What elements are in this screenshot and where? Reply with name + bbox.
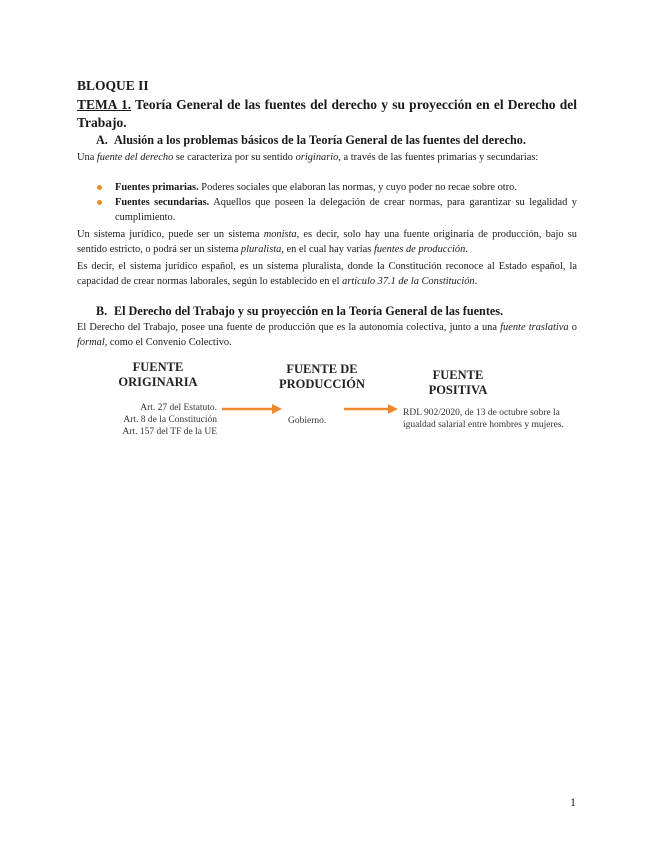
italic-run: formal xyxy=(77,337,105,348)
list-item-text: Poderes sociales que elaboran las normas, y cuyo poder no recae sobre otro. xyxy=(198,182,517,193)
page-number: 1 xyxy=(570,795,576,809)
diagram-item: Art. 27 del Estatuto. xyxy=(140,403,217,413)
topic-heading xyxy=(77,96,577,132)
paragraph-sistema-juridico xyxy=(77,227,577,257)
diagram-item: Art. 157 del TF de la UE xyxy=(122,427,217,437)
text-run: se caracteriza por su sentido xyxy=(173,152,296,163)
bullet-icon xyxy=(97,185,102,190)
bullet-icon xyxy=(97,200,102,205)
text-run: Es decir, el sistema jurídico español, es un sistema pluralista, donde la Constitución reconoce al Estado español, la capacidad de crear normas laborales, según lo establecido en el xyxy=(77,261,577,287)
list-item-text: Aquellos que poseen la delegación de crear normas, para garantizar su legalidad y cumplimiento. xyxy=(115,197,578,223)
section-a-heading xyxy=(96,133,526,148)
text-run: Un sistema jurídico, puede ser un sistema xyxy=(77,229,264,240)
text-run: o xyxy=(568,322,578,333)
text-run: El Derecho del Trabajo, posee una fuente de producción que es la autonomía colectiva, junto a una xyxy=(77,322,501,333)
section-b-letter: B. xyxy=(96,304,108,318)
list-item-fuentes-secundarias xyxy=(115,195,577,225)
arrow-right-icon xyxy=(220,402,285,416)
topic-number: TEMA 1. xyxy=(77,97,132,112)
italic-run: fuente del derecho xyxy=(96,152,174,163)
section-a-letter: A. xyxy=(96,133,108,147)
paragraph-fuente-derecho xyxy=(77,150,577,165)
italic-run: pluralista xyxy=(240,244,282,255)
diagram-title-fuente-originaria: FUENTE ORIGINARIA xyxy=(118,360,198,389)
list-item-term: Fuentes secundarias. xyxy=(115,197,210,208)
text-run: , es decir, solo hay una fuente originaria de producción, bajo su sentido estricto, o podrá ser un sistema xyxy=(77,229,577,255)
diagram-title-fuente-produccion: FUENTE DE PRODUCCIÓN xyxy=(278,362,366,391)
diagram-item: RDL 902/2020, de 13 de octubre sobre la xyxy=(403,408,560,418)
block-heading: BLOQUE II xyxy=(77,78,149,93)
paragraph-derecho-trabajo xyxy=(77,320,577,350)
diagram-list-fuente-positiva xyxy=(403,407,583,431)
text-run: Una xyxy=(77,152,97,163)
text-run: . xyxy=(465,244,468,255)
topic-title: Teoría General de las fuentes del derecho y su proyección en el Derecho del Trabajo. xyxy=(77,97,577,130)
section-a-title: Alusión a los problemas básicos de la Teoría General de las fuentes del derecho. xyxy=(114,133,526,147)
diagram-item: igualdad salarial entre hombres y mujeres. xyxy=(403,420,564,430)
text-run: . xyxy=(474,276,478,287)
diagram-item: Art. 8 de la Constitución xyxy=(123,415,217,425)
text-run: , como el Convenio Colectivo. xyxy=(104,337,232,348)
diagram-list-fuente-originaria xyxy=(102,402,217,438)
italic-run: fuentes de producción xyxy=(373,244,466,255)
section-b-heading xyxy=(96,304,503,319)
arrow-right-icon xyxy=(342,402,402,416)
diagram-text-gobierno: Gobierno. xyxy=(288,416,327,426)
text-run: , a través de las fuentes primarias y secundarias: xyxy=(338,152,539,163)
italic-run: fuente traslativa xyxy=(500,322,569,333)
diagram-title-fuente-positiva: FUENTE POSITIVA xyxy=(428,368,488,397)
list-item-fuentes-primarias xyxy=(115,180,577,195)
paragraph-sistema-pluralista xyxy=(77,259,577,289)
list-item-term: Fuentes primarias. xyxy=(115,182,199,193)
italic-run: artículo 37.1 de la Constitución xyxy=(342,276,475,287)
text-run: , en el cual hay varias xyxy=(281,244,374,255)
section-b-title: El Derecho del Trabajo y su proyección en la Teoría General de las fuentes. xyxy=(114,304,504,318)
italic-run: originario xyxy=(295,152,339,163)
italic-run: monista xyxy=(263,229,297,240)
